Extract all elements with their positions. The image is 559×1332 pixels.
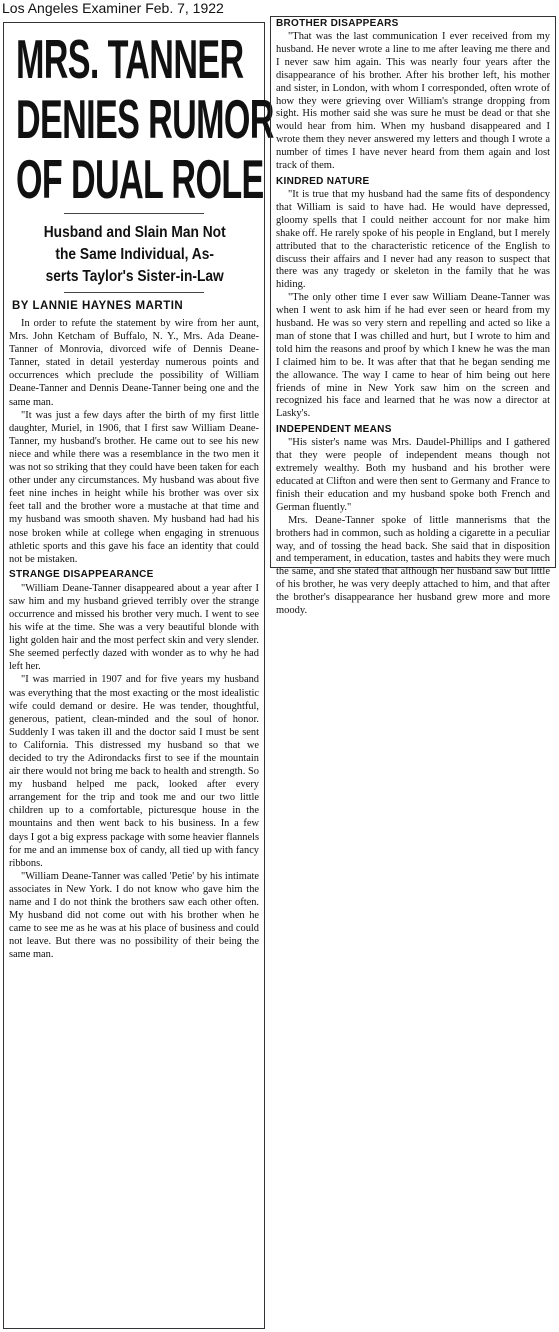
paragraph: "It was just a few days after the birth of my first little daughter, Muriel, in 1906, that I first saw William Deane-Tanner, my husband's brother. He came out to see his new niece and while there was a resemblance in the two men it was not so striking that they could have been taken for each other under any circumstances. My husband was about five feet nine inches in height while his brother was over six feet tall and the brother wore a mustache at that time and my husband was smooth shaven. My husband had had his nose broken while at college when engaging in strenuous athletic sports and this gave his face an identity that could not be mistaken. — [9, 409, 259, 565]
deck-line-2: the Same Individual, As- — [55, 246, 214, 263]
subhead-independent-means: INDEPENDENT MEANS — [276, 424, 392, 436]
paragraph: "William Deane-Tanner disappeared about a year after I saw him and my husband grieved terribly over the strange occurrence and missed his brother very much. I went to see his wife at the time. She was a very beautiful blonde with light golden hair and the most perfect skin and very slender. She seemed perfectly dazed with wonder as to why he had left her. — [9, 582, 259, 673]
paragraph: "William Deane-Tanner was called 'Petie' by his intimate associates in New York. I do not know who gave him the name and I do not think the brothers saw each other often. My husband did not come out with his brother when he came to see me as he was at his place of business and could not leave. But there was no possibility of their being the same man. — [9, 870, 259, 961]
subhead-strange-disappearance: STRANGE DISAPPEARANCE — [9, 568, 154, 580]
left-column — [3, 22, 274, 1329]
paragraph: "His sister's name was Mrs. Daudel-Phillips and I gathered that they were people of independent means though not extremely wealthy. Both my husband and his brother were educated at Clifton and were then sent to Germany and France to finish their education and my husband spoke both French and German fluently." — [276, 437, 550, 513]
deck — [10, 222, 259, 288]
deck-line-3: serts Taylor's Sister-in-Law — [45, 268, 224, 285]
paragraph: Mrs. Deane-Tanner spoke of little mannerisms that the brothers had in common, such as holding a cigarette in a peculiar way, and of tossing the head back. She said that in disposition and temperament, in education, tastes and habits they were much the same, and she stated that although her husband saw but little of his brother, he was very deeply attached to him, and that after the brother's disappearance her husband grew more and more moody. — [276, 514, 550, 617]
divider — [64, 213, 204, 214]
right-column — [270, 16, 556, 617]
deck-line-1: Husband and Slain Man Not — [43, 224, 226, 241]
subhead-kindred-nature: KINDRED NATURE — [276, 175, 370, 187]
byline: BY LANNIE HAYNES MARTIN — [12, 300, 184, 312]
paragraph: "The only other time I ever saw William Deane-Tanner was when I went to ask him if he had ever seen or heard from my husband. He was so very stern and repelling and acted so like a man of stone that I was chilled and hurt, but I wrote to him and told him the reasons and proof by which I knew he was the man I claimed him to be. It was after that that he began sending me the allowance. The way I came to hear of him being out here friends of mine in New York saw him on the screen and recognized his face and learned that he was now a director at Lasky's. — [276, 292, 550, 420]
headline-line-1: MRS. TANNER — [16, 28, 244, 90]
paragraph: "That was the last communication I ever received from my husband. He never wrote a line to me after leaving me there and I never saw him again. This was nearly four years after the disappearance of his brother. After his brother left, his mother and sister, in London, with whom I corresponded, often wrote of how they were grieving over William's strange dropping from sight. His mother said she was sure he must be dead or that she would hear from him. When my husband disappeared and I wrote them they never answered my letters and though I wrote a number of times I have never heard from them again and lost track of them. — [276, 31, 550, 172]
source-line: Los Angeles Examiner Feb. 7, 1922 — [2, 0, 224, 16]
headline-line-3: OF DUAL ROLE — [16, 148, 264, 210]
subhead-brother-disappears: BROTHER DISAPPEARS — [276, 18, 399, 29]
headline-line-2: DENIES RUMOR — [16, 88, 274, 150]
divider — [64, 292, 204, 293]
paragraph: "I was married in 1907 and for five years my husband was everything that the most exacting or the most idealistic wife could demand or desire. He was tender, thoughtful, generous, patient, clean-minded and the soul of honor. Suddenly I was taken ill and the doctor said I must be sent to California. This distressed my husband so that we decided to try the Adirondacks first to see if the mountain air there would not bring me back to health and strength. So my husband helped me pack, looked after every arrangement for the trip and took me and our two little children up to a comfortable, picturesque house in the mountains and then went back to his business. In a few days I got a big express package with some heavier flannels for me and an immense box of candy, all tied up with fancy ribbons. — [9, 674, 259, 869]
paragraph: "It is true that my husband had the same fits of despondency that William is said to have had. He would have depressed, gloomy spells that I could neither account for nor make him shake off. He rarely spoke of his people in England, but I merely attributed that to the characteristic reticence of the English to discuss their affairs and I never had any reason to suspect that there was any tragedy or skeleton in the family that he was hiding. — [276, 188, 550, 291]
paragraph: In order to refute the statement by wire from her aunt, Mrs. John Ketcham of Buffalo, N. Y., Mrs. Ada Deane-Tanner of Monrovia, divorced wife of Dennis Deane-Tanner, stated in detail yesterday numerous points and occurrences which preclude the possibility of William Deane-Tanner and Dennis Deane-Tanner being one and the same man. — [9, 318, 259, 408]
headline — [4, 28, 274, 210]
